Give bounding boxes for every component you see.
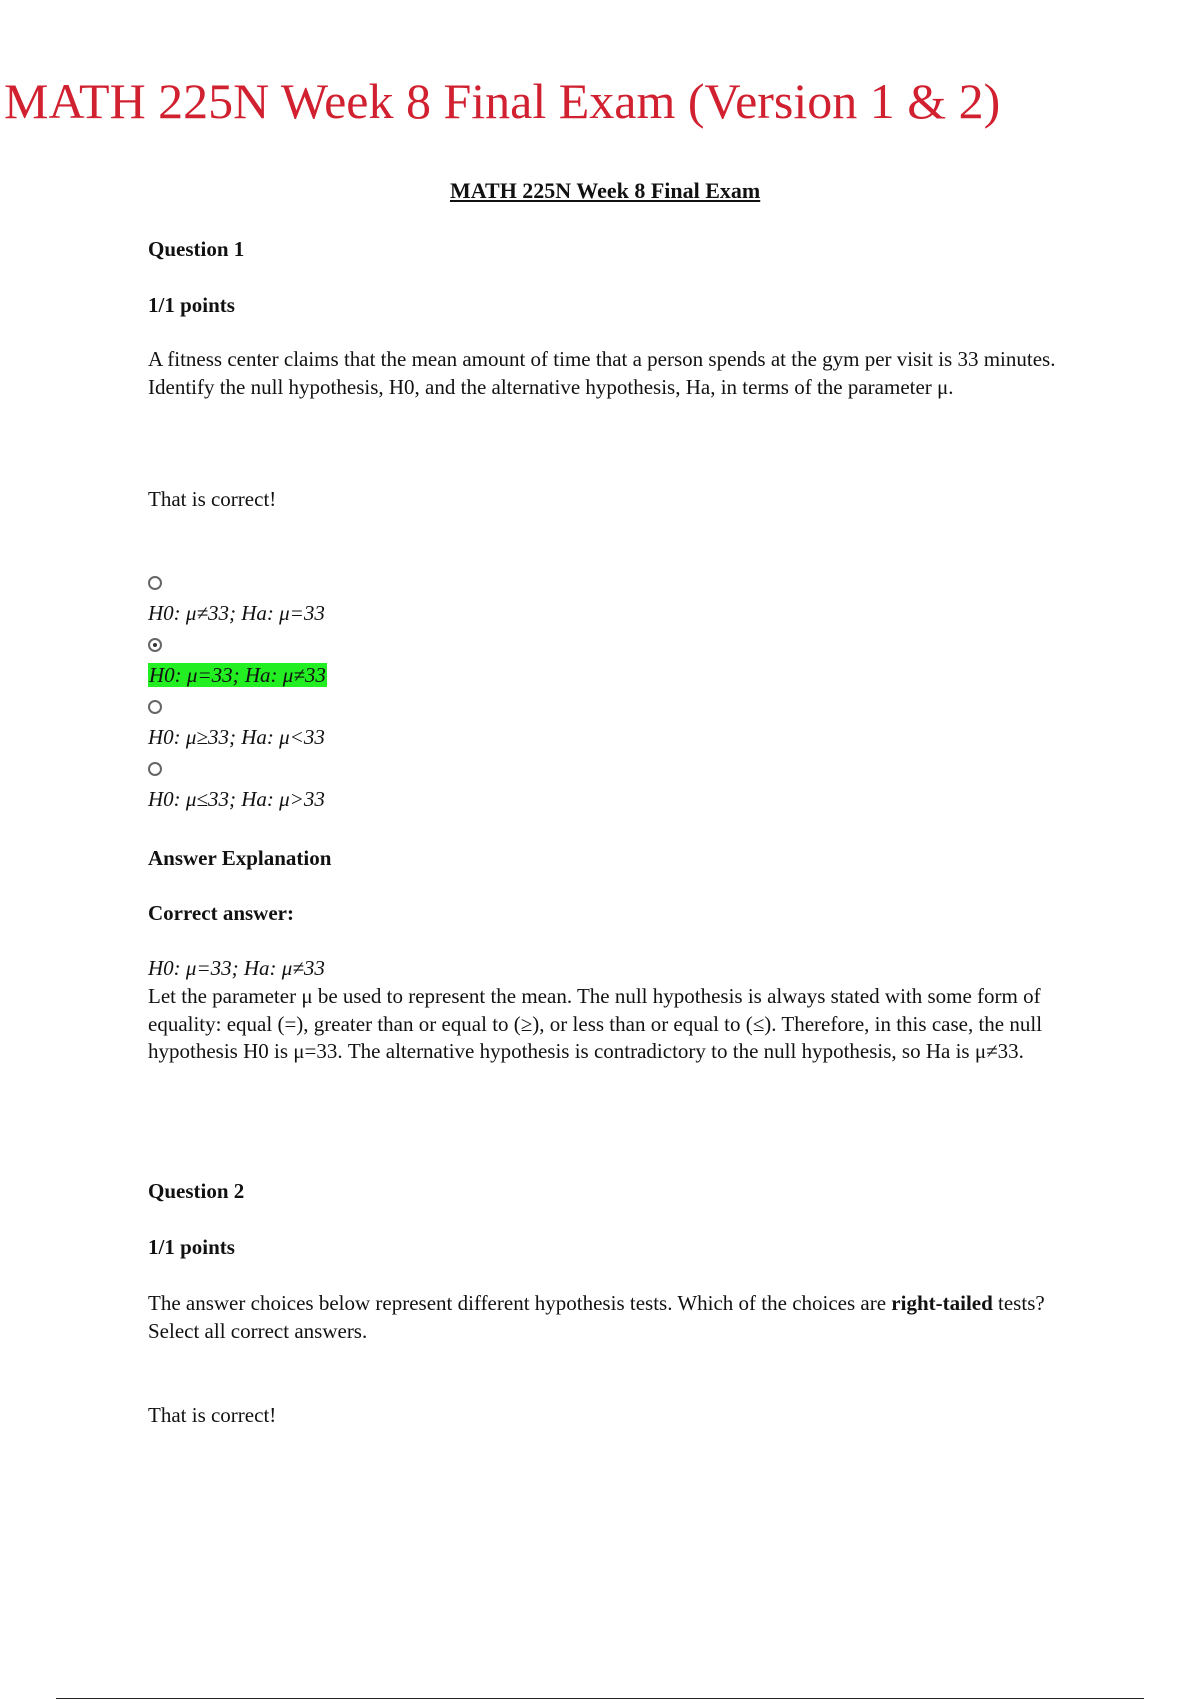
option-2-text: H0: μ=33; Ha: μ≠33	[149, 663, 326, 687]
option-2-radio[interactable]	[148, 638, 162, 652]
option-4-radio[interactable]	[148, 762, 162, 776]
document-banner-title: MATH 225N Week 8 Final Exam (Version 1 & 2)	[4, 73, 1001, 129]
option-3-text: H0: μ≥33; Ha: μ<33	[148, 725, 325, 749]
question-1-feedback: That is correct!	[148, 487, 277, 511]
question-2-prompt-emphasis: right-tailed	[891, 1291, 993, 1315]
page-footer-rule	[56, 1698, 1144, 1699]
question-1-points: 1/1 points	[148, 293, 235, 317]
question-1-label: Question 1	[148, 237, 245, 261]
correct-answer-text: H0: μ=33; Ha: μ≠33	[148, 956, 325, 980]
answer-explanation-heading: Answer Explanation	[148, 846, 332, 870]
option-1-text: H0: μ≠33; Ha: μ=33	[148, 601, 325, 625]
correct-answer-label: Correct answer:	[148, 901, 294, 925]
question-2-feedback: That is correct!	[148, 1403, 277, 1427]
option-1-radio[interactable]	[148, 576, 162, 590]
option-3-radio[interactable]	[148, 700, 162, 714]
question-1-prompt: A fitness center claims that the mean amount of time that a person spends at the gym per visit is 33 minutes. Identify the null hypothesis, H0, and the alternative hypothesis, Ha, in terms of the parameter μ.	[148, 347, 1056, 399]
question-2-prompt-start: The answer choices below represent different hypothesis tests. Which of the choices are	[148, 1291, 892, 1315]
option-4-text: H0: μ≤33; Ha: μ>33	[148, 787, 325, 811]
option-2-wrapper	[148, 662, 327, 688]
question-2-points: 1/1 points	[148, 1235, 235, 1259]
exam-heading: MATH 225N Week 8 Final Exam	[450, 178, 761, 203]
question-2-prompt	[148, 1290, 1078, 1345]
question-2-label: Question 2	[148, 1179, 245, 1203]
answer-explanation-text: Let the parameter μ be used to represent the mean. The null hypothesis is always stated with some form of equality: equal (=), greater than or equal to (≥), or less than or equal to (≤). Therefore, in this case, the null hypothesis H0 is μ=33. The alternative hypothesis is contradictory to the null hypothesis, so Ha is μ≠33.	[148, 984, 1043, 1063]
question-2-prompt-end: tests? Select all correct answers.	[148, 1291, 1045, 1343]
